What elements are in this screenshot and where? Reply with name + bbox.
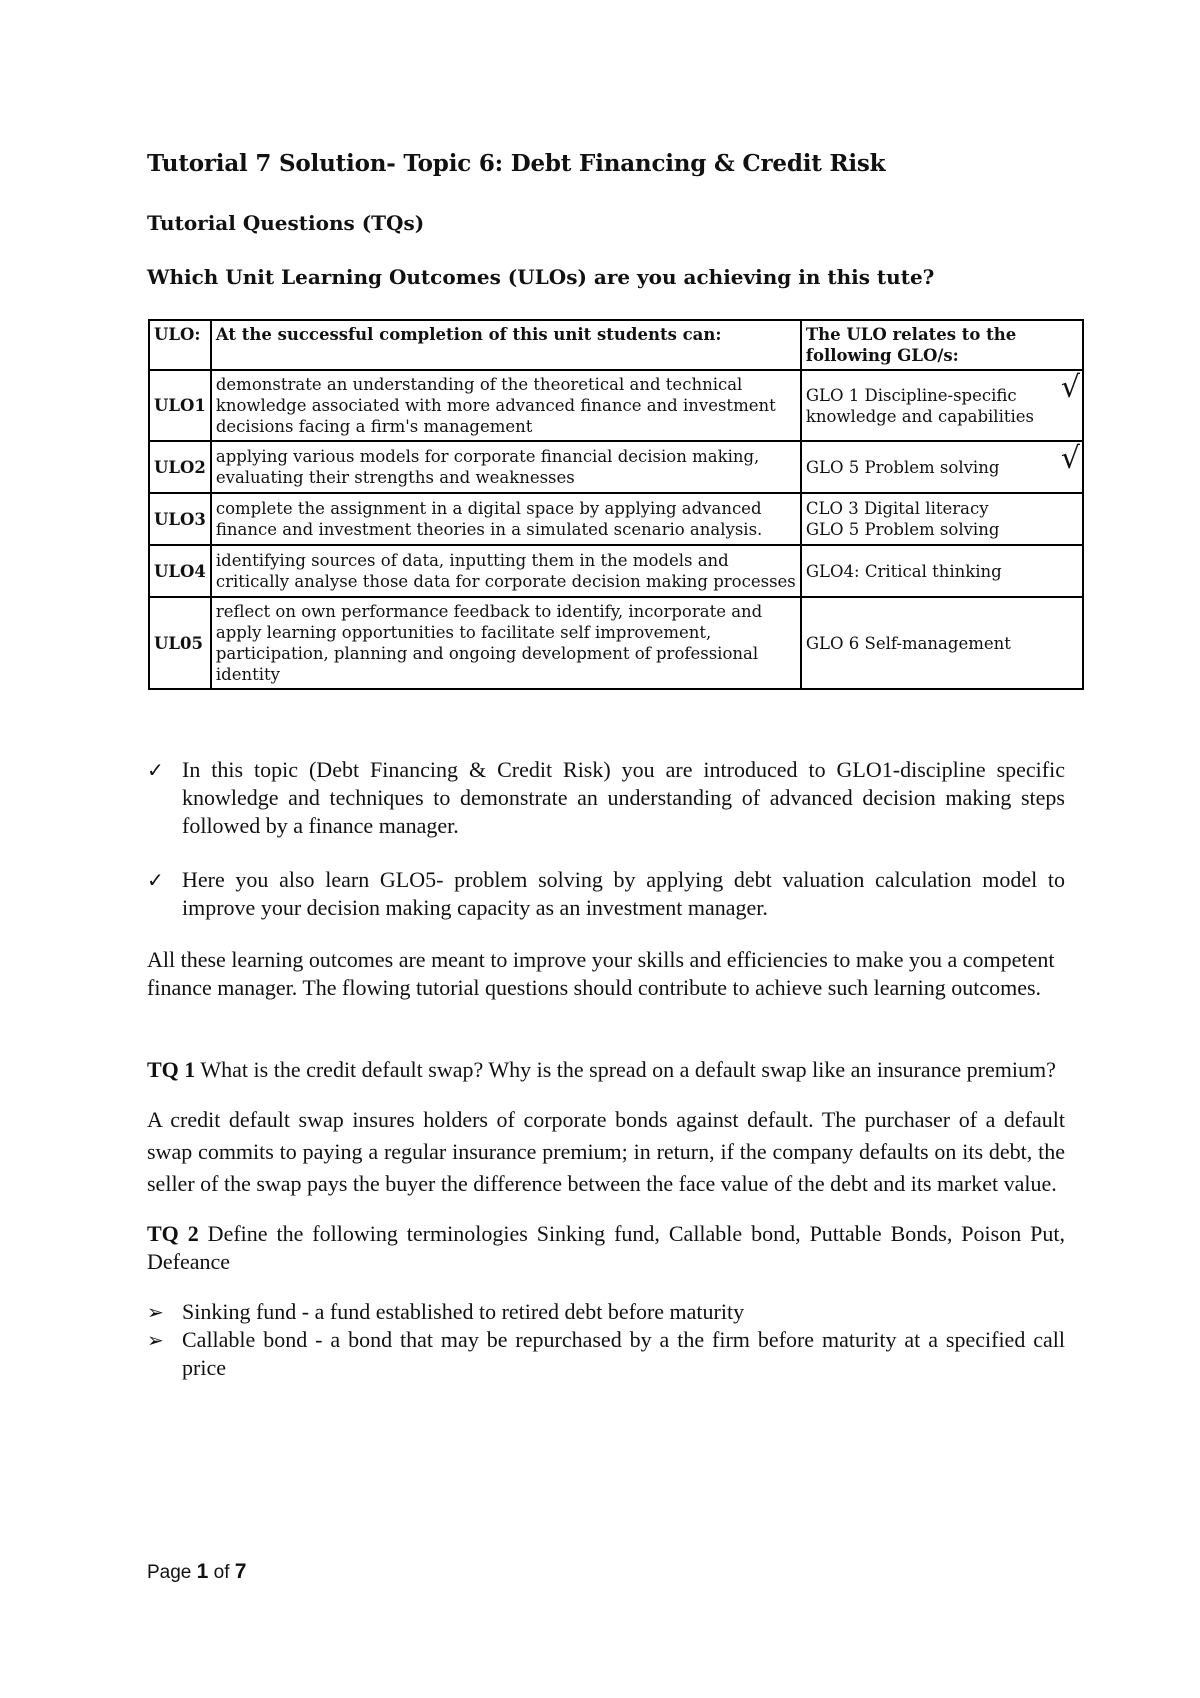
ulo-description: complete the assignment in a digital space by applying advanced finance and investment theories in a simulated scenario analysis.: [211, 493, 801, 545]
checkmark-icon: ✓: [147, 868, 164, 892]
table-header-row: [149, 320, 1083, 370]
tq2-label: TQ 2: [147, 1221, 199, 1246]
tq1-answer: A credit default swap insures holders of corporate bonds against default. The purchaser of a default swap commits to paying a regular insurance premium; in return, if the company defaults on its debt, the seller of the swap pays the buyer the difference between the face value of the debt and its market value.: [147, 1107, 1065, 1196]
arrow-bullet-icon: ➢: [147, 1328, 164, 1352]
ulo-id: ULO2: [149, 441, 211, 493]
outcome-bullet-list: [147, 756, 1065, 922]
page-word: Page: [147, 1562, 197, 1583]
list-item: [147, 1326, 1065, 1382]
header-ulo: ULO:: [149, 320, 211, 370]
ulo-table: [148, 319, 1084, 690]
table-row: [149, 441, 1083, 493]
ulo-description: applying various models for corporate financial decision making, evaluating their strengths and weaknesses: [211, 441, 801, 493]
ulo-description: demonstrate an understanding of the theoretical and technical knowledge associated with more advanced finance and investment decisions facing a firm's management: [211, 370, 801, 441]
glo-text: GLO 5 Problem solving: [805, 457, 1000, 477]
page-number: 1: [196, 1560, 209, 1583]
check-icon: √: [1060, 441, 1080, 476]
glo-cell: [801, 441, 1083, 493]
bullet-text: Here you also learn GLO5- problem solving by applying debt valuation calculation model to improve your decision making capacity as an investment manager.: [182, 867, 1065, 920]
page-footer: [147, 1560, 246, 1584]
glo-cell: [801, 370, 1083, 441]
page-content: [147, 140, 1080, 1382]
tq1-question: [147, 1056, 1065, 1084]
ulo-id: UL05: [149, 597, 211, 689]
header-outcome: At the successful completion of this unit students can:: [211, 320, 801, 370]
check-icon: √: [1060, 370, 1080, 405]
term-text: Sinking fund - a fund established to retired debt before maturity: [182, 1299, 745, 1324]
tq2-question-text: Define the following terminologies Sinking fund, Callable bond, Puttable Bonds, Poison Put, Defeance: [147, 1221, 1065, 1274]
tq2-question: [147, 1220, 1065, 1276]
glo-text: CLO 3 Digital literacy GLO 5 Problem solving: [801, 493, 1083, 545]
page-total: 7: [234, 1560, 247, 1583]
ulo-question: Which Unit Learning Outcomes (ULOs) are you achieving in this tute?: [147, 265, 935, 289]
table-row: [149, 370, 1083, 441]
ulo-id: ULO3: [149, 493, 211, 545]
ulo-id: ULO4: [149, 545, 211, 597]
glo-text: GLO 1 Discipline-specific knowledge and capabilities: [805, 385, 1034, 426]
table-row: [149, 597, 1083, 689]
list-item: [147, 1298, 1065, 1326]
ulo-description: identifying sources of data, inputting them in the models and critically analyse those data for corporate decision making processes: [211, 545, 801, 597]
tq1-label: TQ 1: [147, 1057, 196, 1082]
tq1-question-text: What is the credit default swap? Why is the spread on a default swap like an insurance premium?: [195, 1057, 1056, 1082]
bullet-text: In this topic (Debt Financing & Credit Risk) you are introduced to GLO1-discipline specific knowledge and techniques to demonstrate an understanding of advanced decision making steps followed by a finance manager.: [182, 757, 1065, 838]
glo-text: GLO 6 Self-management: [801, 597, 1083, 689]
summary-paragraph: All these learning outcomes are meant to improve your skills and efficiencies to make you a competent finance manager. The flowing tutorial questions should contribute to achieve such learning outcomes.: [147, 947, 1055, 1000]
ulo-description: reflect on own performance feedback to identify, incorporate and apply learning opportunities to facilitate self improvement, participation, planning and ongoing development of professional identity: [211, 597, 801, 689]
list-item: [147, 756, 1065, 840]
page-title: Tutorial 7 Solution- Topic 6: Debt Financing & Credit Risk: [147, 150, 886, 177]
ulo-id: ULO1: [149, 370, 211, 441]
of-word: of: [208, 1562, 235, 1583]
table-row: [149, 545, 1083, 597]
arrow-bullet-icon: ➢: [147, 1300, 164, 1324]
header-glo: The ULO relates to the following GLO/s:: [801, 320, 1083, 370]
table-row: [149, 493, 1083, 545]
list-item: [147, 866, 1065, 922]
section-heading: Tutorial Questions (TQs): [147, 211, 425, 235]
term-text: Callable bond - a bond that may be repurchased by a the firm before maturity at a specified call price: [182, 1327, 1065, 1380]
checkmark-icon: ✓: [147, 758, 164, 782]
glo-text: GLO4: Critical thinking: [801, 545, 1083, 597]
terminology-list: [147, 1298, 1065, 1382]
